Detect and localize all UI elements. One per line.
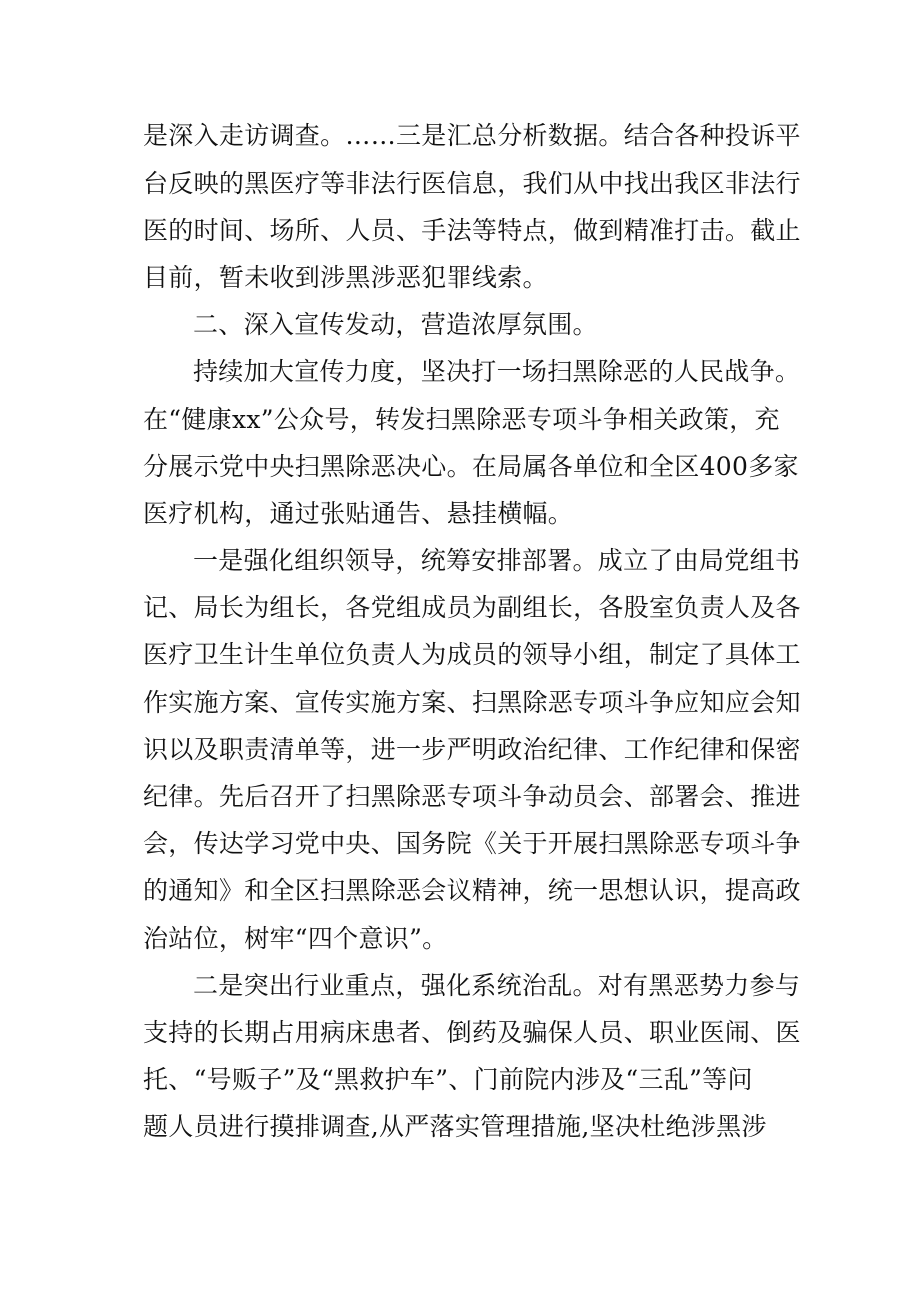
text-line: 识以及职责清单等，进一步严明政治纪律、工作纪律和保密 [143, 735, 801, 764]
text-line: 一是强化组织领导，统筹安排部署。成立了由局党组书 [193, 546, 801, 575]
text-line: 纪律。先后召开了扫黑除恶专项斗争动员会、部署会、推进 [143, 782, 801, 811]
text-line: 托、“号贩子”及“黑救护车”、门前院内涉及“三乱”等问 [143, 1065, 753, 1094]
text-line: 治站位，树牢“四个意识”。 [143, 924, 448, 953]
text-line: 医的时间、场所、人员、手法等特点，做到精准打击。截止 [143, 216, 801, 245]
text-line: 是深入走访调查。……三是汇总分析数据。结合各种投诉平 [143, 121, 801, 150]
text-line: 医疗机构，通过张贴通告、悬挂横幅。 [143, 499, 574, 528]
text-line: 医疗卫生计生单位负责人为成员的领导小组，制定了具体工 [143, 640, 801, 669]
text-line: 记、局长为组长，各党组成员为副组长，各股室负责人及各 [143, 593, 801, 622]
text-line: 的通知》和全区扫黑除恶会议精神，统一思想认识，提高政 [143, 876, 801, 905]
text-line: 二是突出行业重点，强化系统治乱。对有黑恶势力参与 [193, 971, 801, 1000]
text-line: 支持的长期占用病床患者、倒药及骗保人员、职业医闹、医 [143, 1018, 801, 1047]
text-line: 台反映的黑医疗等非法行医信息，我们从中找出我区非法行 [143, 169, 801, 198]
text-line: 持续加大宣传力度，坚决打一场扫黑除恶的人民战争。 [193, 357, 801, 386]
text-line: 在“健康xx”公众号，转发扫黑除恶专项斗争相关政策，充 [143, 405, 780, 434]
text-line: 题人员进行摸排调查,从严落实管理措施,坚决杜绝涉黑涉 [143, 1112, 767, 1141]
text-line: 分展示党中央扫黑除恶决心。在局属各单位和全区400多家 [143, 452, 799, 481]
text-line: 会，传达学习党中央、国务院《关于开展扫黑除恶专项斗争 [143, 829, 801, 858]
text-line: 作实施方案、宣传实施方案、扫黑除恶专项斗争应知应会知 [143, 688, 801, 717]
section-heading: 二、深入宣传发动，营造浓厚氛围。 [193, 310, 598, 339]
text-line: 目前，暂未收到涉黑涉恶犯罪线索。 [143, 263, 548, 292]
